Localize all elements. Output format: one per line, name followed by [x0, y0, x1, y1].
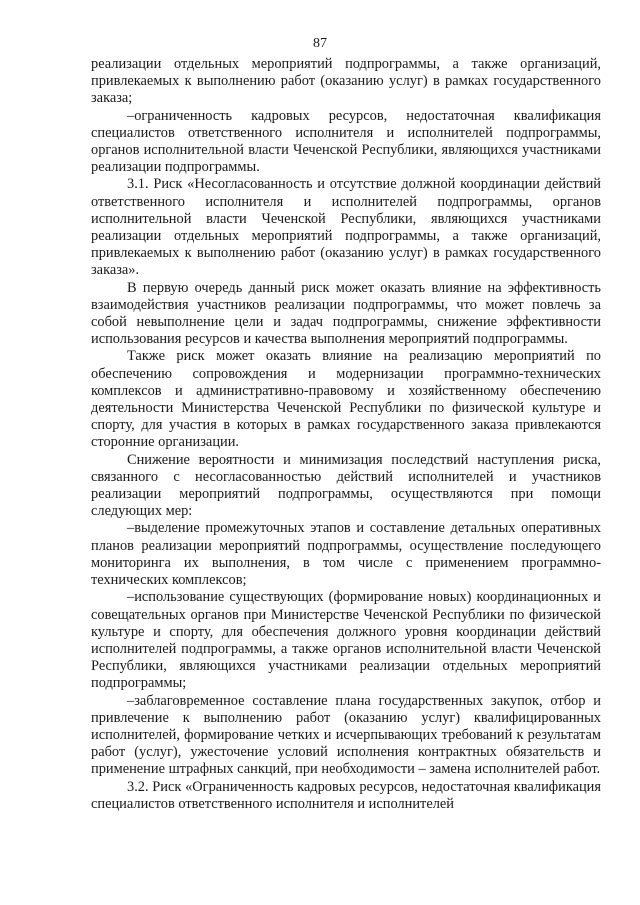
list-item-1: –выделение промежуточных этапов и составление детальных оперативных планов реализации мероприятий подпрограммы, осуществление последующего мониторинга их выполнения, в том числе с применением программно-технических комплексов;	[91, 520, 601, 589]
paragraph-risk-3-1: 3.1. Риск «Несогласованность и отсутствие должной координации действий ответственного исполнителя и исполнителей подпрограммы, органов исполнительной власти Чеченской Республики, являющихся участниками реализации отдельных мероприятий подпрограммы, а также организаций, привлекаемых к выполнению работ (оказанию услуг) в рамках государственного заказа».	[91, 176, 601, 279]
list-item-2: –использование существующих (формирование новых) координационных и совещательных органов при Министерстве Чеченской Республики по физической культуре и спорту, для обеспечения должного уровня координации действий исполнителей подпрограммы, а также органов исполнительной власти Чеченской Республики, являющихся участниками реализации отдельных мероприятий подпрограммы;	[91, 589, 601, 692]
list-item-3: –заблаговременное составление плана государственных закупок, отбор и привлечение к выполнению работ (оказанию услуг) квалифицированных исполнителей, формирование четких и исчерпывающих требований к результатам работ (услуг), ужесточение условий исполнения контрактных обязательств и применение штрафных санкций, при необходимости – замена исполнителей работ.	[91, 692, 601, 778]
paragraph-6: Снижение вероятности и минимизация последствий наступления риска, связанного с несогласованностью действий исполнителей и участников реализации мероприятий подпрограммы, осуществляются при помощи следующих мер:	[91, 451, 601, 520]
paragraph-1: реализации отдельных мероприятий подпрограммы, а также организаций, привлекаемых к выполнению работ (оказанию услуг) в рамках государственного заказа;	[91, 56, 601, 107]
paragraph-risk-3-2: 3.2. Риск «Ограниченность кадровых ресурсов, недостаточная квалификация специалистов ответственного исполнителя и исполнителей	[91, 778, 601, 812]
paragraph-4: В первую очередь данный риск может оказать влияние на эффективность взаимодействия участников реализации подпрограммы, что может повлечь за собой невыполнение цели и задач подпрограммы, снижение эффективности использования ресурсов и качества выполнения мероприятий подпрограммы.	[91, 279, 601, 348]
body-text	[91, 56, 601, 813]
paragraph-5: Также риск может оказать влияние на реализацию мероприятий по обеспечению сопровождения и модернизации программно-технических комплексов и административно-правовому и хозяйственному обеспечению деятельности Министерства Чеченской Республики по физической культуре и спорту, для участия в которых в рамках государственного заказа привлекаются сторонние организации.	[91, 348, 601, 451]
page-number: 87	[313, 36, 327, 51]
paragraph-2: –ограниченность кадровых ресурсов, недостаточная квалификация специалистов ответственного исполнителя и исполнителей подпрограммы, органов исполнительной власти Чеченской Республики, являющихся участниками реализации подпрограммы.	[91, 107, 601, 176]
